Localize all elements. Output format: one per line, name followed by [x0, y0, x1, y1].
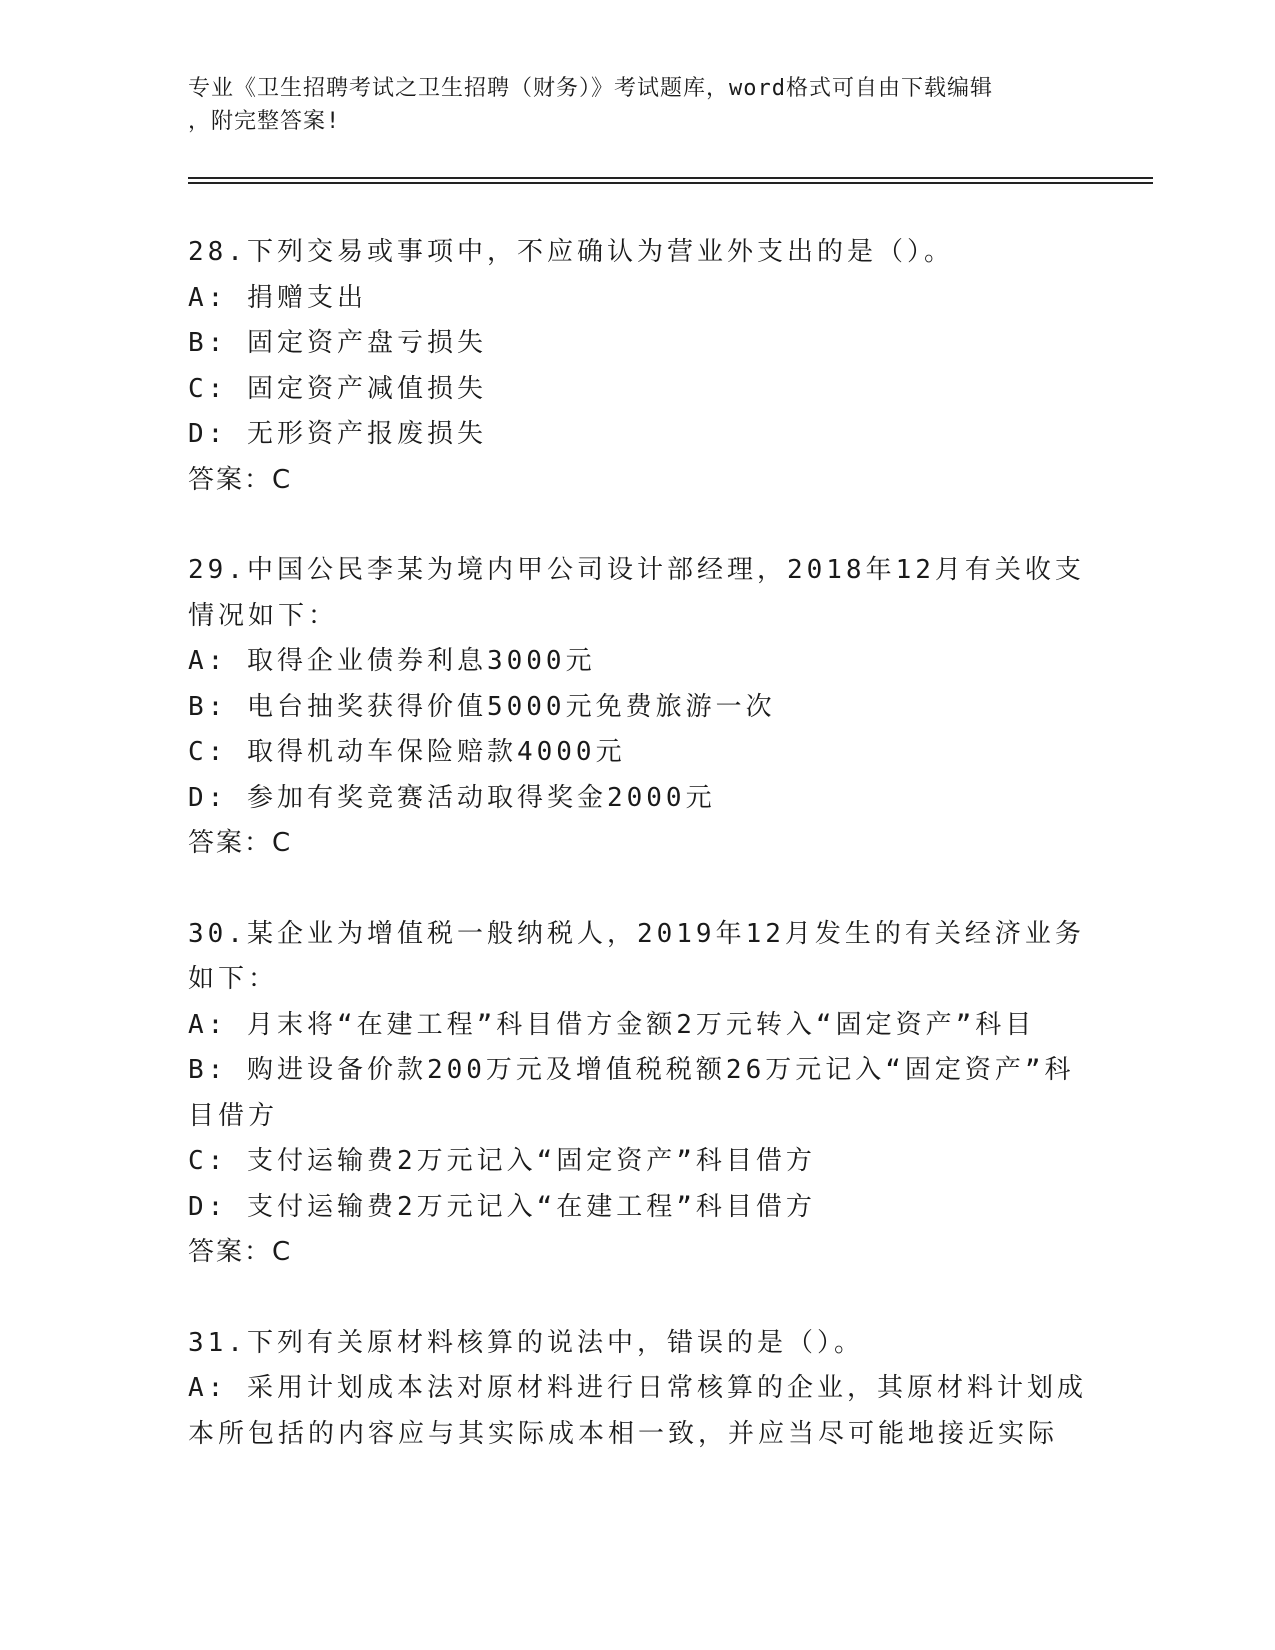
header-rule-top	[188, 177, 1153, 179]
option-a: A: 采用计划成本法对原材料进行日常核算的企业，其原材料计划成本所包括的内容应与其实际成本相一致，并应当尽可能地接近实际	[188, 1373, 1087, 1449]
option-b: B: 固定资产盘亏损失	[188, 328, 487, 358]
question-31	[188, 1321, 1088, 1458]
answer: 答案：C	[188, 1237, 293, 1267]
answer: 答案：C	[188, 464, 293, 495]
question-text: 31.下列有关原材料核算的说法中，错误的是（）。	[188, 1327, 864, 1358]
option-d: D: 参加有奖竞赛活动取得奖金2000元	[188, 782, 716, 813]
header-rule-bottom	[188, 182, 1153, 184]
header-line-2: ，附完整答案!	[188, 109, 341, 134]
document-header	[188, 72, 1068, 138]
option-c: C: 固定资产减值损失	[188, 373, 487, 404]
option-b: B: 购进设备价款200万元及增值税税额26万元记入“固定资产”科目借方	[188, 1055, 1075, 1131]
option-d: D: 支付运输费2万元记入“在建工程”科目借方	[188, 1191, 816, 1222]
question-30	[188, 912, 1088, 1276]
option-a: A: 取得企业债券利息3000元	[188, 646, 596, 676]
question-29	[188, 548, 1088, 867]
question-list	[188, 230, 1088, 1502]
option-c: C: 支付运输费2万元记入“固定资产”科目借方	[188, 1146, 816, 1176]
option-a: A: 捐赠支出	[188, 282, 367, 313]
question-text: 28.下列交易或事项中，不应确认为营业外支出的是（）。	[188, 237, 954, 267]
option-a: A: 月末将“在建工程”科目借方金额2万元转入“固定资产”科目	[188, 1009, 1036, 1040]
option-c: C: 取得机动车保险赔款4000元	[188, 737, 626, 767]
question-text: 30.某企业为增值税一般纳税人，2019年12月发生的有关经济业务如下：	[188, 918, 1085, 994]
option-d: D: 无形资产报废损失	[188, 419, 487, 449]
option-b: B: 电台抽奖获得价值5000元免费旅游一次	[188, 691, 776, 722]
answer: 答案：C	[188, 828, 293, 858]
header-line-1: 专业《卫生招聘考试之卫生招聘（财务）》考试题库，word格式可自由下载编辑	[188, 76, 993, 101]
question-28	[188, 230, 1088, 503]
question-text: 29.中国公民李某为境内甲公司设计部经理，2018年12月有关收支情况如下：	[188, 555, 1085, 631]
